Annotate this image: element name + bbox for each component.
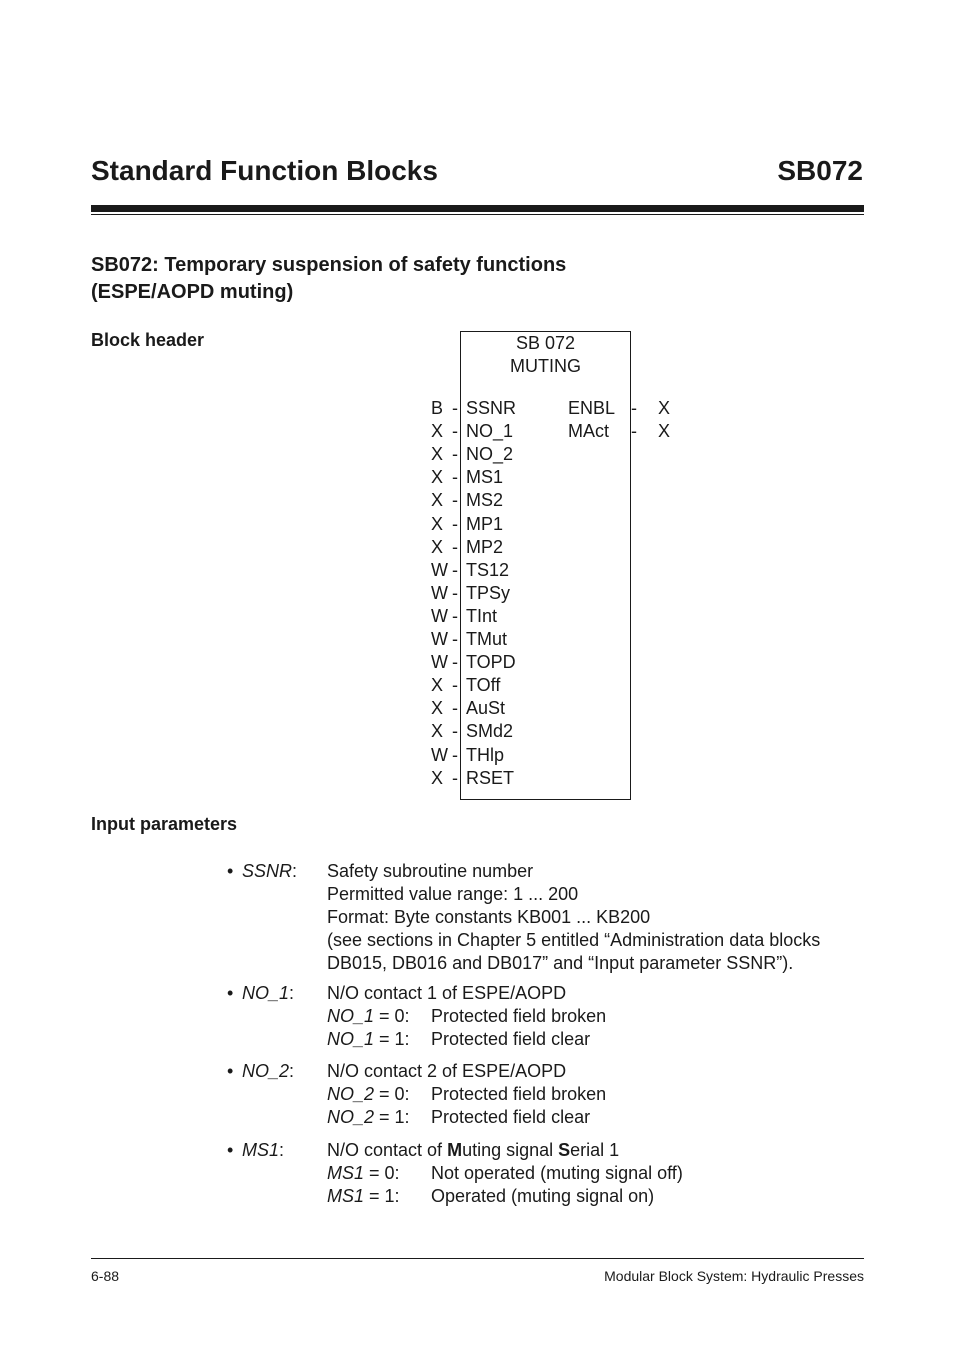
ssnr-line-2: Permitted value range: 1 ... 200 [327, 884, 579, 904]
input-name: RSET [466, 768, 515, 788]
input-type: W [431, 652, 448, 672]
ssnr-line-3: Format: Byte constants KB001 ... KB200 [327, 907, 651, 927]
no1-value-0: NO_1 = 0: Protected field broken [327, 1006, 607, 1026]
input-dash: - [452, 721, 458, 741]
input-name: TPSy [466, 583, 511, 603]
input-name: TInt [466, 606, 498, 626]
input-name: NO_2 [466, 444, 514, 464]
input-type: X [431, 537, 444, 557]
input-dash: - [452, 768, 458, 788]
input-name: SMd2 [466, 721, 514, 741]
input-dash: - [452, 583, 458, 603]
input-name: TS12 [466, 560, 510, 580]
no1-value-1: NO_1 = 1: Protected field clear [327, 1029, 591, 1049]
input-name: TOPD [466, 652, 516, 672]
output-dash: - [631, 421, 637, 441]
input-name: AuSt [466, 698, 506, 718]
input-type: W [431, 629, 448, 649]
input-dash: - [452, 514, 458, 534]
block-title-name: MUTING [510, 356, 581, 376]
input-dash: - [452, 629, 458, 649]
list-bullet: • [227, 1061, 234, 1081]
no2-value-0: NO_2 = 0: Protected field broken [327, 1084, 607, 1104]
ms1-value-1: MS1 = 1: Operated (muting signal on) [327, 1186, 655, 1206]
output-type: X [658, 398, 671, 418]
input-type: X [431, 514, 444, 534]
no1-desc: N/O contact 1 of ESPE/AOPD [327, 983, 567, 1003]
input-type: W [431, 560, 448, 580]
input-dash: - [452, 467, 458, 487]
ms1-desc: N/O contact of Muting signal Serial 1 [327, 1140, 620, 1160]
input-name: MP1 [466, 514, 504, 534]
input-name: TOff [466, 675, 501, 695]
input-dash: - [452, 745, 458, 765]
input-type: X [431, 490, 444, 510]
output-name: ENBL [568, 398, 616, 418]
section-title-line1: SB072: Temporary suspension of safety functions [91, 254, 567, 276]
page-header-title: Standard Function Blocks [91, 155, 438, 186]
input-dash: - [452, 560, 458, 580]
section-title-line2: (ESPE/AOPD muting) [91, 281, 294, 303]
input-name: NO_1 [466, 421, 514, 441]
param-name-no2: NO_2: [242, 1061, 295, 1081]
param-name-ms1: MS1: [242, 1140, 285, 1160]
input-type: X [431, 721, 444, 741]
param-desc-ms1 [327, 1139, 867, 1208]
param-desc-ssnr [327, 860, 867, 975]
param-name-ssnr: SSNR: [242, 861, 298, 881]
input-type: B [431, 398, 444, 418]
ssnr-line-4: (see sections in Chapter 5 entitled “Administration data blocks [327, 930, 821, 950]
input-type: X [431, 467, 444, 487]
header-rule-thin [91, 214, 864, 215]
section-title [91, 252, 566, 306]
page-header-code: SB072 [777, 155, 863, 186]
output-name: MAct [568, 421, 610, 441]
input-dash: - [452, 398, 458, 418]
page-number: 6-88 [91, 1268, 120, 1284]
input-name: TMut [466, 629, 508, 649]
input-type: X [431, 768, 444, 788]
input-name: THlp [466, 745, 505, 765]
input-name: MP2 [466, 537, 504, 557]
input-type: X [431, 421, 444, 441]
input-dash: - [452, 537, 458, 557]
input-type: W [431, 745, 448, 765]
input-dash: - [452, 606, 458, 626]
input-dash: - [452, 652, 458, 672]
output-dash: - [631, 398, 637, 418]
list-bullet: • [227, 983, 234, 1003]
input-dash: - [452, 490, 458, 510]
input-name: MS1 [466, 467, 504, 487]
input-dash: - [452, 675, 458, 695]
ssnr-line-1: Safety subroutine number [327, 861, 534, 881]
block-title-number: SB 072 [515, 333, 576, 353]
input-dash: - [452, 421, 458, 441]
input-type: X [431, 698, 444, 718]
no2-desc: N/O contact 2 of ESPE/AOPD [327, 1061, 567, 1081]
input-name: MS2 [466, 490, 504, 510]
block-header-label: Block header [91, 330, 205, 350]
header-rule-thick [91, 205, 864, 212]
input-name: SSNR [466, 398, 517, 418]
ms1-value-0: MS1 = 0: Not operated (muting signal off) [327, 1163, 683, 1183]
input-type: W [431, 583, 448, 603]
input-dash: - [452, 444, 458, 464]
input-type: X [431, 675, 444, 695]
footer-rule [91, 1258, 864, 1259]
param-name-no1: NO_1: [242, 983, 295, 1003]
input-type: X [431, 444, 444, 464]
output-type: X [658, 421, 671, 441]
manual-title: Modular Block System: Hydraulic Presses [604, 1268, 864, 1284]
list-bullet: • [227, 861, 234, 881]
ssnr-line-5: DB015, DB016 and DB017” and “Input parameter SSNR”). [327, 953, 794, 973]
input-dash: - [452, 698, 458, 718]
input-type: W [431, 606, 448, 626]
param-desc-no2 [327, 1060, 867, 1129]
input-parameters-label: Input parameters [91, 814, 238, 834]
param-desc-no1 [327, 982, 867, 1051]
no2-value-1: NO_2 = 1: Protected field clear [327, 1107, 591, 1127]
list-bullet: • [227, 1140, 234, 1160]
